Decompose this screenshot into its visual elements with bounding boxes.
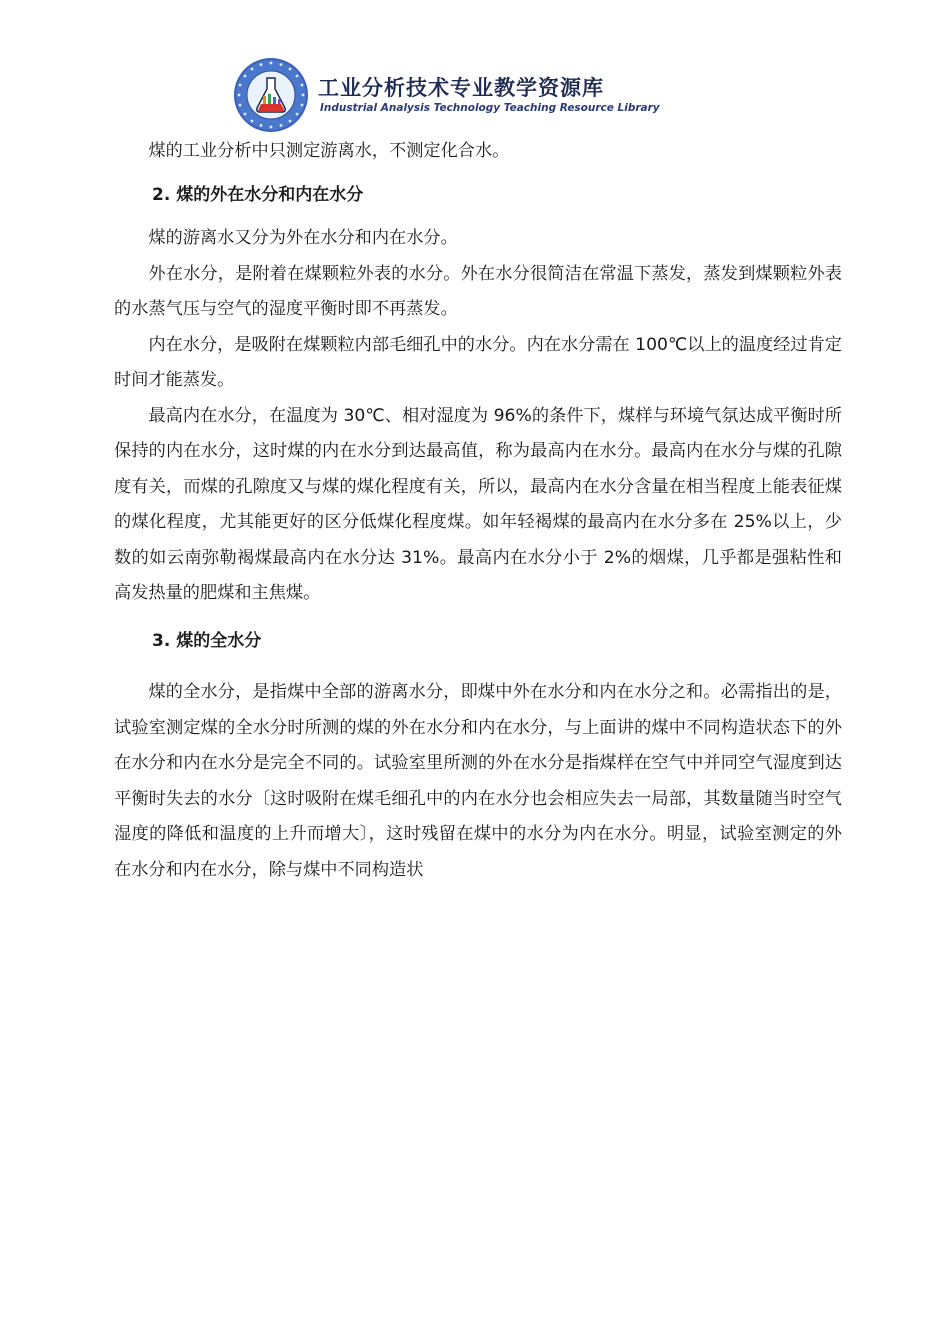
header-title-en: Industrial Analysis Technology Teaching Resource Library <box>320 102 660 114</box>
section-heading-2: 2. 煤的外在水分和内在水分 <box>152 184 364 205</box>
resource-library-logo-icon <box>232 56 310 134</box>
paragraph-free-water-note: 煤的工业分析中只测定游离水，不测定化合水。 <box>148 141 510 161</box>
page-header <box>232 56 660 136</box>
paragraph-internal-moisture: 内在水分，是吸附在煤颗粒内部毛细孔中的水分。内在水分需在 100℃以上的温度经过肯定时间才能蒸发。 <box>114 334 842 390</box>
section-heading-3: 3. 煤的全水分 <box>152 630 262 651</box>
header-title-cn: 工业分析技术专业教学资源库 <box>318 76 604 100</box>
paragraph-max-internal-moisture: 最高内在水分，在温度为 30℃、相对湿度为 96%的条件下，煤样与环境气氛达成平衡时所保持的内在水分，这时煤的内在水分到达最高值，称为最高内在水分。最高内在水分与煤的孔隙度有关，而煤的孔隙度又与煤的煤化程度有关，所以，最高内在水分含量在相当程度上能表征煤的煤化程度，尤其能更好的区分低煤化程度煤。如年轻褐煤的最高内在水分多在 25%以上，少数的如云南弥勒褐煤最高内在水分达 31%。最高内在水分小于 2%的烟煤，几乎都是强粘性和高发热量的肥煤和主焦煤。 <box>114 405 842 603</box>
paragraph-free-water-types: 煤的游离水又分为外在水分和内在水分。 <box>148 228 458 248</box>
paragraph-total-moisture: 煤的全水分，是指煤中全部的游离水分，即煤中外在水分和内在水分之和。必需指出的是，试验室测定煤的全水分时所测的煤的外在水分和内在水分，与上面讲的煤中不同构造状态下的外在水分和内在水分是完全不同的。试验室里所测的外在水分是指煤样在空气中并同空气湿度到达平衡时失去的水分〔这时吸附在煤毛细孔中的内在水分也会相应失去一局部，其数量随当时空气湿度的降低和温度的上升而增大〕，这时残留在煤中的水分为内在水分。明显，试验室测定的外在水分和内在水分，除与煤中不同构造状 <box>114 682 842 880</box>
document-body <box>114 134 842 888</box>
paragraph-external-moisture: 外在水分，是附着在煤颗粒外表的水分。外在水分很简洁在常温下蒸发，蒸发到煤颗粒外表的水蒸气压与空气的湿度平衡时即不再蒸发。 <box>114 263 842 319</box>
